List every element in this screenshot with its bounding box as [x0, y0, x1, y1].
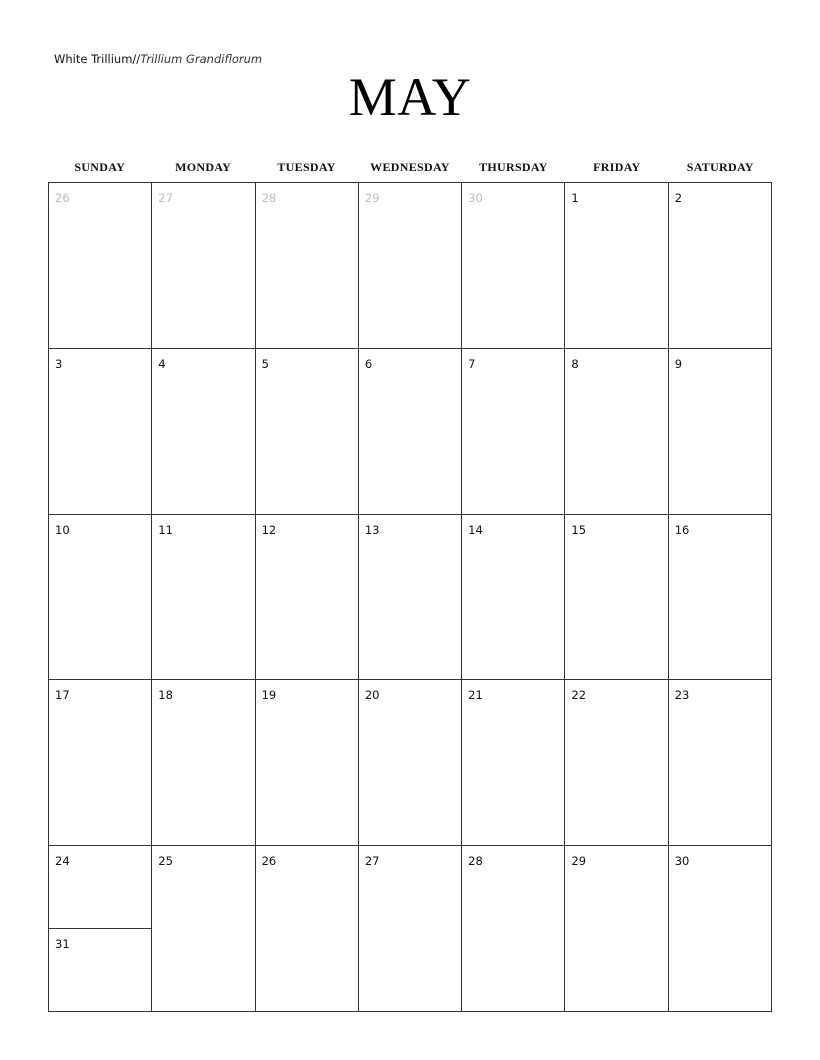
day-number: 23 [674, 688, 690, 703]
day-cell[interactable] [462, 349, 565, 515]
weekday-header-row [48, 158, 772, 176]
day-cell[interactable] [152, 183, 255, 349]
day-cell[interactable] [256, 846, 359, 1012]
day-number: 2 [674, 191, 683, 205]
day-number: 16 [674, 522, 690, 537]
day-number: 30 [468, 191, 483, 205]
day-number: 26 [261, 854, 277, 869]
day-number: 13 [364, 522, 380, 537]
day-cell[interactable] [565, 515, 668, 681]
day-cell[interactable] [669, 183, 772, 349]
day-cell[interactable] [669, 680, 772, 846]
day-cell[interactable] [152, 846, 255, 1012]
plant-latin-name: Trillium Grandiflorum [140, 52, 263, 66]
day-cell[interactable] [669, 349, 772, 515]
day-number: 5 [261, 356, 269, 371]
weekday-wednesday: WEDNESDAY [370, 160, 450, 174]
day-number: 14 [468, 522, 483, 537]
day-cell[interactable] [49, 846, 152, 1012]
day-cell[interactable] [462, 680, 565, 846]
day-cell[interactable] [565, 349, 668, 515]
day-number: 1 [571, 191, 579, 205]
day-number: 18 [158, 688, 173, 703]
day-cell[interactable] [462, 515, 565, 681]
day-number: 9 [674, 356, 683, 371]
day-number: 12 [261, 522, 277, 537]
day-cell[interactable] [565, 183, 668, 349]
day-number: 27 [364, 854, 380, 869]
day-cell[interactable] [565, 846, 668, 1012]
day-number: 19 [261, 688, 277, 703]
weekday-monday: MONDAY [175, 160, 232, 174]
day-number: 28 [468, 854, 483, 869]
day-cell[interactable] [49, 183, 152, 349]
day-number: 10 [55, 522, 70, 537]
weekday-tuesday: TUESDAY [277, 160, 336, 174]
day-cell[interactable] [49, 680, 152, 846]
day-number: 3 [55, 356, 63, 371]
day-cell[interactable] [669, 515, 772, 681]
day-cell[interactable] [565, 680, 668, 846]
calendar-grid [48, 182, 772, 1012]
day-cell[interactable] [49, 349, 152, 515]
day-number: 28 [261, 191, 277, 205]
day-number: 15 [571, 522, 587, 537]
plant-common-name: White Trillium// [54, 52, 141, 66]
day-number: 30 [674, 854, 690, 869]
day-cell-half[interactable] [49, 929, 151, 1011]
day-cell[interactable] [669, 846, 772, 1012]
day-cell[interactable] [152, 349, 255, 515]
day-cell[interactable] [256, 515, 359, 681]
weekday-thursday: THURSDAY [479, 160, 548, 174]
day-number: 24 [55, 854, 70, 869]
day-number: 27 [158, 191, 173, 205]
day-cell[interactable] [359, 515, 462, 681]
day-cell[interactable] [256, 680, 359, 846]
day-number: 20 [364, 688, 380, 703]
month-title: MAY [348, 67, 472, 127]
day-number: 21 [468, 688, 483, 703]
day-number: 22 [571, 688, 587, 703]
day-cell[interactable] [152, 680, 255, 846]
day-cell[interactable] [359, 680, 462, 846]
day-number: 26 [55, 191, 70, 205]
day-cell[interactable] [256, 349, 359, 515]
day-number: 31 [55, 937, 70, 952]
day-number: 4 [158, 356, 166, 371]
day-number: 6 [364, 356, 373, 371]
day-cell[interactable] [49, 515, 152, 681]
day-number: 11 [158, 522, 173, 537]
weekday-sunday: SUNDAY [74, 160, 126, 174]
day-cell[interactable] [152, 515, 255, 681]
day-number: 7 [468, 356, 476, 371]
day-cell[interactable] [462, 183, 565, 349]
day-cell[interactable] [462, 846, 565, 1012]
day-number: 17 [55, 688, 70, 703]
day-cell-half[interactable] [49, 846, 151, 929]
day-cell[interactable] [359, 183, 462, 349]
day-number: 29 [364, 191, 380, 205]
day-cell[interactable] [359, 349, 462, 515]
weekday-friday: FRIDAY [593, 160, 641, 174]
day-number: 25 [158, 854, 173, 869]
day-number: 8 [571, 356, 579, 371]
weekday-saturday: SATURDAY [686, 160, 754, 174]
day-number: 29 [571, 854, 587, 869]
day-cell[interactable] [256, 183, 359, 349]
day-cell[interactable] [359, 846, 462, 1012]
